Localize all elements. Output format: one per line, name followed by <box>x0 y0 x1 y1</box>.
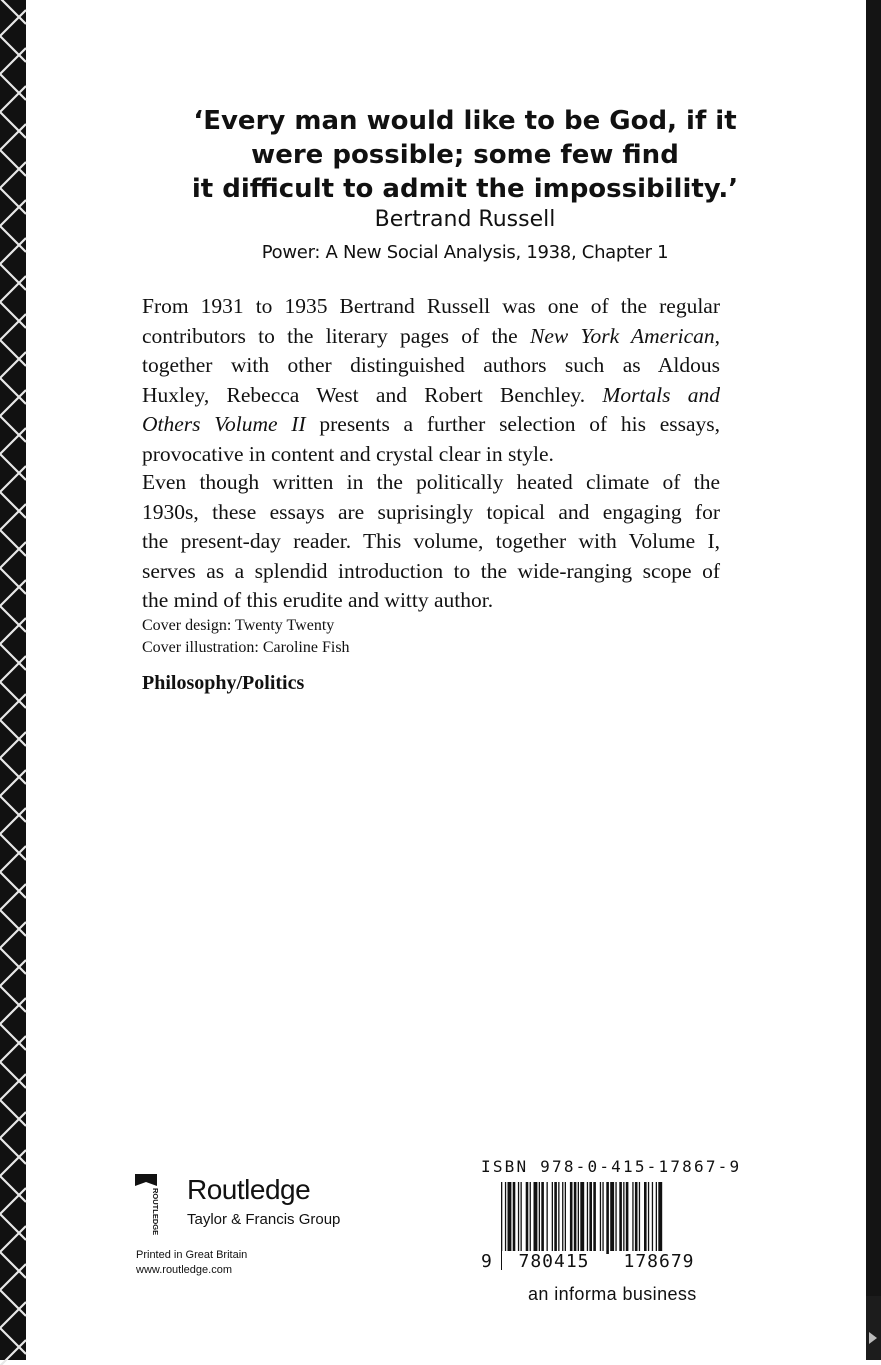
blurb-line: 1930s, these essays are suprisingly topical and engaging for <box>142 499 720 524</box>
blurb-line: the present-day reader. This volume, together with Volume I, <box>142 529 720 553</box>
blurb-line: provocative in content and crystal clear in style. <box>142 441 554 466</box>
isbn-label: ISBN 978-0-415-17867-9 <box>481 1157 742 1176</box>
printing-info <box>136 1248 247 1278</box>
publisher-name: Routledge <box>187 1174 311 1205</box>
subject-category: Philosophy/Politics <box>142 672 305 694</box>
blurb-line: contributors to the literary pages of the New York American, <box>142 323 720 348</box>
blurb-line: together with other distinguished authors such as Aldous <box>142 353 720 377</box>
barcode-right-digits: 178679 <box>610 1251 708 1272</box>
quote-line: ‘Every man would like to be God, if it <box>193 106 737 136</box>
corner-arrow-icon <box>866 1296 881 1360</box>
publisher-website: www.routledge.com <box>136 1264 232 1276</box>
blurb-line: serves as a splendid introduction to the wide-ranging scope of <box>142 558 720 583</box>
routledge-logo-icon <box>133 1172 159 1236</box>
quote-author: Bertrand Russell <box>374 207 556 232</box>
blurb-line: Others Volume II presents a further selection of his essays, <box>142 412 721 436</box>
blurb-line: Even though written in the politically heated climate of the <box>142 470 720 494</box>
publisher-tagline: an informa business <box>528 1284 697 1304</box>
blurb-line: Huxley, Rebecca West and Robert Benchley. Mortals and <box>142 382 721 407</box>
blurb-line: From 1931 to 1935 Bertrand Russell was one of the regular <box>142 294 720 318</box>
quote-line: were possible; some few find <box>251 140 679 170</box>
publisher-group: Taylor & Francis Group <box>187 1211 341 1228</box>
cover-credits <box>142 615 350 659</box>
blurb-paragraph-2 <box>142 468 720 616</box>
printed-location: Printed in Great Britain <box>136 1249 248 1261</box>
quote-source: Power: A New Social Analysis, 1938, Chapter 1 <box>261 242 669 263</box>
cover-design-credit: Cover design: Twenty Twenty <box>142 617 335 634</box>
blurb-line: the mind of this erudite and witty author. <box>142 588 494 612</box>
epigraph-quote <box>120 104 810 206</box>
barcode-first-digit: 9 <box>481 1251 492 1272</box>
cover-illustration-credit: Cover illustration: Caroline Fish <box>142 639 350 656</box>
decorative-border-strip <box>0 0 26 1360</box>
logo-wordmark: ROUTLEDGE <box>151 1188 160 1236</box>
page-edge <box>866 0 881 1360</box>
barcode-left-digits: 780415 <box>502 1251 606 1272</box>
quote-line: it difficult to admit the impossibility.’ <box>191 174 739 204</box>
blurb-paragraph-1 <box>142 292 720 469</box>
